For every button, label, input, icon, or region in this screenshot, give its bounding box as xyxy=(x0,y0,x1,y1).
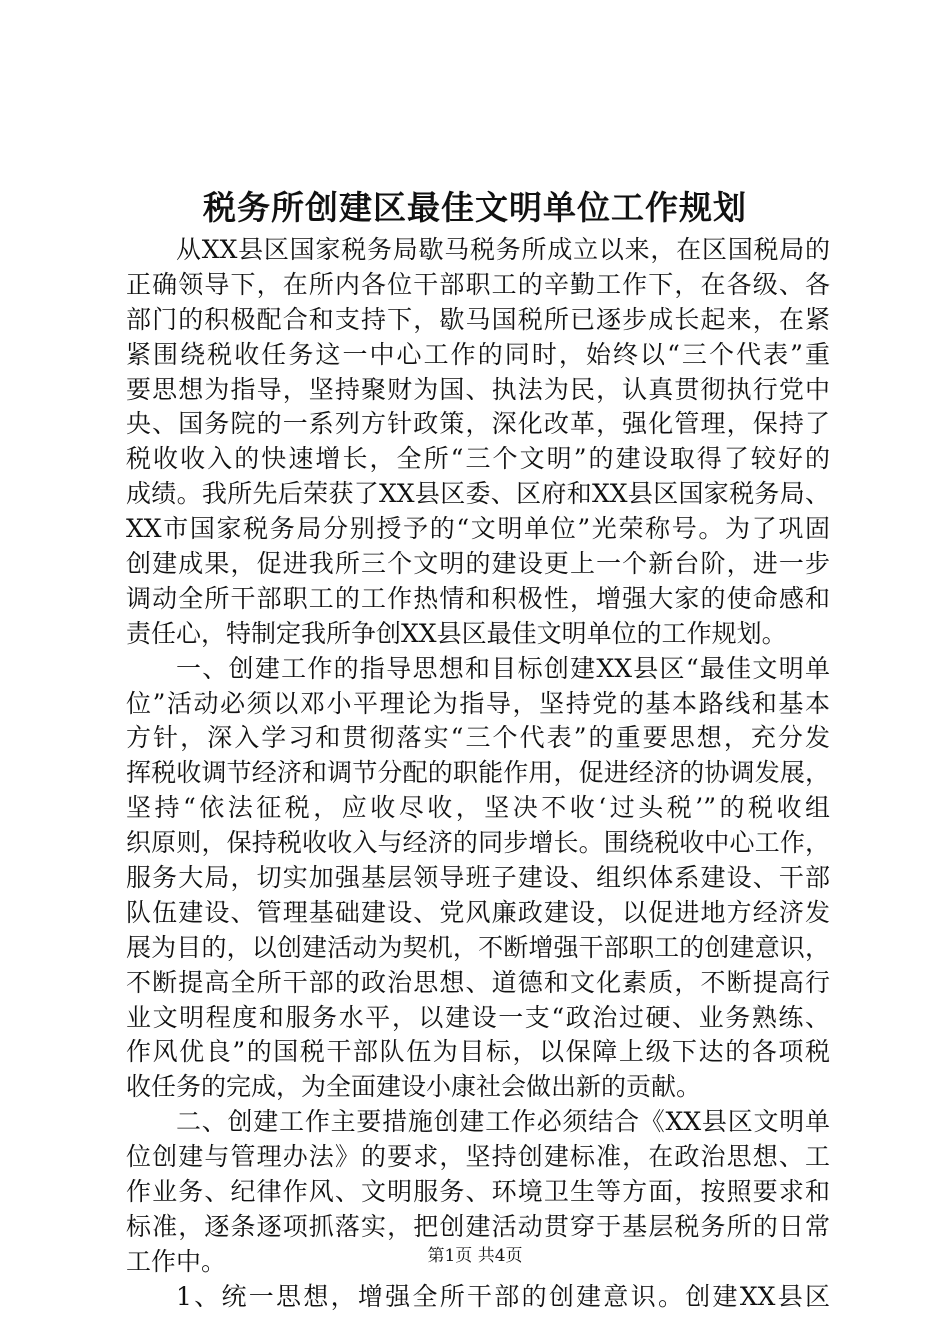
text-line: 作业务、纪律作风、文明服务、环境卫生等方面，按照要求和 xyxy=(126,1177,830,1207)
text-line: 一、创建工作的指导思想和目标创建XX县区“最佳文明单 xyxy=(176,653,830,683)
text-line: 服务大局，切实加强基层领导班子建设、组织体系建设、干部 xyxy=(126,863,830,893)
document-body xyxy=(126,233,830,1315)
text-line: XX市国家税务局分别授予的“文明单位”光荣称号。为了巩固 xyxy=(126,514,830,544)
text-line: 位创建与管理办法》的要求，坚持创建标准，在政治思想、工 xyxy=(126,1142,830,1172)
text-line: 业文明程度和服务水平，以建设一支“政治过硬、业务熟练、 xyxy=(126,1002,830,1032)
text-line: 作风优良”的国税干部队伍为目标，以保障上级下达的各项税 xyxy=(126,1037,830,1067)
page-number: 第1页 共4页 xyxy=(427,1246,523,1266)
text-line: 二、创建工作主要措施创建工作必须结合《XX县区文明单 xyxy=(176,1107,830,1137)
text-line: 方针，深入学习和贯彻落实“三个代表”的重要思想，充分发 xyxy=(126,723,830,753)
document-title: 税务所创建区最佳文明单位工作规划 xyxy=(203,188,747,227)
text-line: 央、国务院的一系列方针政策，深化改革，强化管理，保持了 xyxy=(126,409,830,439)
text-line: 位”活动必须以邓小平理论为指导，坚持党的基本路线和基本 xyxy=(126,688,830,718)
text-line: 正确领导下，在所内各位干部职工的辛勤工作下，在各级、各 xyxy=(126,269,830,299)
text-line: 成绩。我所先后荣获了XX县区委、区府和XX县区国家税务局、 xyxy=(126,479,830,509)
text-line: 从XX县区国家税务局歇马税务所成立以来，在区国税局的 xyxy=(176,235,830,264)
text-line: 责任心，特制定我所争创XX县区最佳文明单位的工作规划。 xyxy=(126,618,787,648)
text-line: 1、统一思想，增强全所干部的创建意识。创建XX县区 xyxy=(176,1281,830,1311)
text-line: 织原则，保持税收收入与经济的同步增长。围绕税收中心工作， xyxy=(126,828,830,858)
text-line: 挥税收调节经济和调节分配的职能作用，促进经济的协调发展， xyxy=(126,758,830,788)
text-line: 调动全所干部职工的工作热情和积极性，增强大家的使命感和 xyxy=(126,583,830,613)
text-line: 队伍建设、管理基础建设、党风廉政建设，以促进地方经济发 xyxy=(126,897,830,927)
text-line: 税收收入的快速增长，全所“三个文明”的建设取得了较好的 xyxy=(126,444,830,474)
text-line: 要思想为指导，坚持聚财为国、执法为民，认真贯彻执行党中 xyxy=(126,374,830,404)
text-line: 收任务的完成，为全面建设小康社会做出新的贡献。 xyxy=(126,1072,702,1102)
text-line: 工作中。 xyxy=(126,1246,227,1276)
text-line: 部门的积极配合和支持下，歇马国税所已逐步成长起来，在紧 xyxy=(126,304,830,334)
text-line: 创建成果，促进我所三个文明的建设更上一个新台阶，进一步 xyxy=(126,549,830,579)
text-line: 坚持“依法征税，应收尽收，坚决不收‘过头税’”的税收组 xyxy=(126,793,830,823)
text-line: 不断提高全所干部的政治思想、道德和文化素质，不断提高行 xyxy=(126,967,830,997)
text-line: 紧围绕税收任务这一中心工作的同时，始终以“三个代表”重 xyxy=(126,339,830,369)
text-line: 标准，逐条逐项抓落实，把创建活动贯穿于基层税务所的日常 xyxy=(126,1211,830,1241)
text-line: 展为目的，以创建活动为契机，不断增强干部职工的创建意识， xyxy=(126,932,830,962)
